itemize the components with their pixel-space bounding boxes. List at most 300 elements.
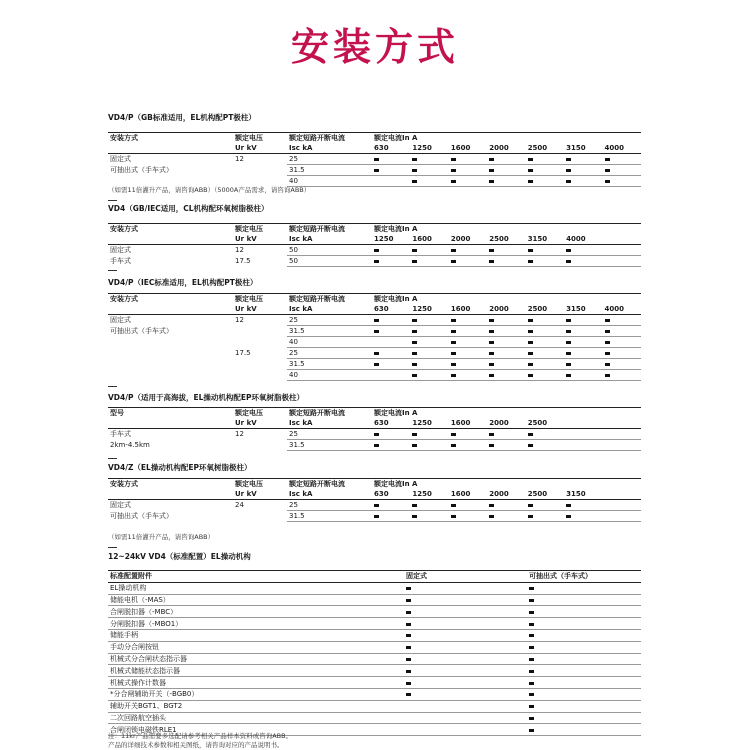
current-col: 2500 — [526, 304, 564, 315]
cell-isc: 31.5 — [287, 326, 372, 337]
availability-dot — [374, 319, 379, 322]
cell-availability — [487, 245, 525, 256]
accessory-row — [108, 677, 641, 689]
cell-isc: 25 — [287, 348, 372, 359]
current-col: 4000 — [564, 234, 602, 245]
cell-isc: 31.5 — [287, 440, 372, 451]
availability-dot — [412, 330, 417, 333]
cell-isc: 50 — [287, 256, 372, 267]
cell-install: 固定式 — [110, 245, 131, 254]
availability-dot — [489, 444, 494, 447]
availability-dot — [489, 260, 494, 263]
cell-availability — [526, 348, 564, 359]
cell-availability — [372, 500, 410, 511]
cell-voltage — [233, 359, 287, 370]
availability-dot — [529, 634, 534, 637]
cell-isc: 25 — [287, 154, 372, 165]
cell-availability — [372, 511, 410, 522]
availability-dot — [412, 433, 417, 436]
cell-availability — [410, 500, 448, 511]
availability-dot — [605, 363, 610, 366]
cell-availability — [449, 500, 487, 511]
cell-withdraw — [527, 606, 641, 618]
cell-install: 2km-4.5km — [110, 440, 150, 449]
cell-availability — [449, 245, 487, 256]
current-col: 2500 — [526, 143, 564, 154]
table-row — [108, 154, 641, 165]
cell-fixed — [404, 641, 527, 653]
header-isc: 额定短路开断电流 — [287, 224, 372, 235]
cell-withdraw — [527, 677, 641, 689]
current-col: 1250 — [410, 143, 448, 154]
accessory-row — [108, 629, 641, 641]
availability-dot — [528, 319, 533, 322]
cell-availability — [487, 176, 525, 187]
accessory-row — [108, 582, 641, 594]
availability-dot — [528, 352, 533, 355]
header-voltage: 额定电压 — [233, 294, 287, 305]
cell-fixed — [404, 582, 527, 594]
accessory-row — [108, 712, 641, 724]
table-row — [108, 337, 641, 348]
availability-dot — [489, 374, 494, 377]
rating-table-vd4z — [108, 478, 641, 522]
availability-dot — [412, 515, 417, 518]
footnote: 产品的详细技术参数和相关图纸，请咨询对应的产品说明书。 — [108, 741, 284, 749]
header-isc: 额定短路开断电流 — [287, 133, 372, 144]
cell-install: 固定式 — [110, 154, 131, 163]
cell-availability — [410, 429, 448, 440]
header-voltage-unit: Ur kV — [233, 234, 287, 245]
cell-availability — [449, 315, 487, 326]
cell-availability — [564, 337, 602, 348]
cell-availability — [603, 429, 641, 440]
availability-dot — [412, 504, 417, 507]
current-col: 1250 — [410, 489, 448, 500]
cell-availability — [487, 315, 525, 326]
cell-withdraw — [527, 688, 641, 700]
availability-dot — [406, 670, 411, 673]
availability-dot — [605, 158, 610, 161]
availability-dot — [374, 433, 379, 436]
accessory-name: 合闸闭锁电磁铁RLE1 — [108, 724, 404, 736]
cell-availability — [372, 440, 410, 451]
cell-availability — [449, 176, 487, 187]
accessory-name: 机械式分合闸状态指示器 — [108, 653, 404, 665]
header-isc-unit: Isc kA — [287, 143, 372, 154]
cell-withdraw — [527, 582, 641, 594]
cell-availability — [564, 359, 602, 370]
availability-dot — [566, 319, 571, 322]
cell-availability — [449, 337, 487, 348]
cell-availability — [449, 429, 487, 440]
header-isc: 额定短路开断电流 — [287, 408, 372, 419]
current-col: 2000 — [487, 489, 525, 500]
availability-dot — [451, 374, 456, 377]
cell-availability — [526, 315, 564, 326]
current-col: 2000 — [449, 234, 487, 245]
cell-availability — [410, 440, 448, 451]
availability-dot — [374, 249, 379, 252]
availability-dot — [374, 330, 379, 333]
header-voltage-unit: Ur kV — [233, 489, 287, 500]
cell-availability — [603, 154, 641, 165]
cell-availability — [449, 256, 487, 267]
cell-availability — [526, 440, 564, 451]
cell-withdraw — [527, 629, 641, 641]
availability-dot — [529, 693, 534, 696]
availability-dot — [529, 658, 534, 661]
cell-availability — [487, 326, 525, 337]
availability-dot — [451, 363, 456, 366]
cell-availability — [410, 165, 448, 176]
availability-dot — [374, 352, 379, 355]
cell-isc: 31.5 — [287, 165, 372, 176]
cell-withdraw — [527, 700, 641, 712]
table-row — [108, 348, 641, 359]
cell-availability — [603, 370, 641, 381]
availability-dot — [529, 670, 534, 673]
header-install: 安装方式 — [108, 479, 233, 490]
cell-withdraw — [527, 641, 641, 653]
cell-availability — [603, 315, 641, 326]
availability-dot — [451, 433, 456, 436]
availability-dot — [528, 374, 533, 377]
availability-dot — [605, 374, 610, 377]
availability-dot — [412, 249, 417, 252]
cell-install: 固定式 — [110, 500, 131, 509]
current-col: 4000 — [603, 143, 641, 154]
availability-dot — [374, 260, 379, 263]
cell-availability — [564, 154, 602, 165]
header-install: 安装方式 — [108, 224, 233, 235]
cell-voltage: 17.5 — [235, 256, 251, 265]
table-row — [108, 165, 641, 176]
availability-dot — [489, 363, 494, 366]
accessory-row — [108, 618, 641, 630]
cell-availability — [564, 440, 602, 451]
availability-dot — [489, 504, 494, 507]
cell-availability — [526, 500, 564, 511]
cell-availability — [449, 165, 487, 176]
cell-availability — [603, 176, 641, 187]
accessory-row — [108, 653, 641, 665]
table-row — [108, 440, 641, 451]
cell-availability — [487, 348, 525, 359]
cell-voltage: 17.5 — [235, 348, 251, 357]
cell-availability — [603, 359, 641, 370]
accessory-name: 分闸脱扣器（-MBO1） — [108, 618, 404, 630]
availability-dot — [528, 363, 533, 366]
cell-availability — [603, 326, 641, 337]
cell-isc: 31.5 — [287, 511, 372, 522]
cell-voltage: 24 — [235, 500, 244, 509]
availability-dot — [406, 587, 411, 590]
accessory-name: 机械式操作计数器 — [108, 677, 404, 689]
table-row — [108, 511, 641, 522]
cell-voltage — [233, 337, 287, 348]
cell-fixed — [404, 594, 527, 606]
cell-fixed — [404, 618, 527, 630]
header-install: 安装方式 — [108, 294, 233, 305]
availability-dot — [528, 515, 533, 518]
accessories-table — [108, 570, 641, 736]
availability-dot — [451, 180, 456, 183]
current-col: 2000 — [487, 304, 525, 315]
header-voltage: 额定电压 — [233, 224, 287, 235]
cell-availability — [410, 245, 448, 256]
cell-fixed — [404, 606, 527, 618]
rating-table-vd4p-gb — [108, 132, 641, 187]
cell-availability — [449, 511, 487, 522]
current-col: 630 — [372, 418, 410, 429]
cell-availability — [564, 326, 602, 337]
availability-dot — [528, 444, 533, 447]
cell-availability — [372, 165, 410, 176]
availability-dot — [412, 341, 417, 344]
table-row — [108, 370, 641, 381]
availability-dot — [489, 433, 494, 436]
cell-fixed — [404, 677, 527, 689]
cell-voltage: 12 — [235, 429, 244, 438]
table-row — [108, 326, 641, 337]
availability-dot — [374, 169, 379, 172]
availability-dot — [605, 169, 610, 172]
cell-isc: 40 — [287, 370, 372, 381]
current-col: 1600 — [410, 234, 448, 245]
cell-availability — [564, 511, 602, 522]
cell-availability — [526, 326, 564, 337]
current-col: 3150 — [564, 143, 602, 154]
accessory-name: EL操动机构 — [108, 582, 404, 594]
current-col: 1250 — [410, 304, 448, 315]
cell-availability — [449, 440, 487, 451]
current-col: 4000 — [603, 304, 641, 315]
cell-availability — [603, 348, 641, 359]
accessory-row — [108, 594, 641, 606]
cell-availability — [487, 440, 525, 451]
accessory-row — [108, 665, 641, 677]
accessory-name: 机械式储能状态指示器 — [108, 665, 404, 677]
availability-dot — [412, 374, 417, 377]
cell-availability — [410, 154, 448, 165]
divider — [108, 386, 117, 387]
cell-availability — [410, 359, 448, 370]
availability-dot — [489, 319, 494, 322]
cell-voltage: 12 — [235, 315, 244, 324]
availability-dot — [529, 705, 534, 708]
header-isc-unit: Isc kA — [287, 304, 372, 315]
cell-availability — [487, 359, 525, 370]
current-col: 1250 — [410, 418, 448, 429]
cell-fixed — [404, 629, 527, 641]
availability-dot — [528, 158, 533, 161]
table-row — [108, 256, 641, 267]
cell-availability — [603, 440, 641, 451]
current-col: 3150 — [564, 489, 602, 500]
availability-dot — [412, 352, 417, 355]
divider — [108, 270, 117, 271]
cell-install: 可抽出式（手车式） — [110, 511, 173, 520]
cell-availability — [372, 337, 410, 348]
availability-dot — [528, 169, 533, 172]
page-title: 安装方式 — [290, 25, 459, 69]
current-col: 2000 — [487, 143, 525, 154]
availability-dot — [406, 693, 411, 696]
cell-availability — [526, 511, 564, 522]
header-item: 标准配置附件 — [108, 571, 404, 583]
accessory-row — [108, 606, 641, 618]
availability-dot — [528, 249, 533, 252]
cell-availability — [372, 359, 410, 370]
availability-dot — [529, 646, 534, 649]
section-title-vd4-cl: VD4（GB/IEC适用，CL机构配环氧树脂极柱） — [108, 204, 269, 213]
cell-availability — [487, 511, 525, 522]
header-isc: 额定短路开断电流 — [287, 479, 372, 490]
header-voltage: 额定电压 — [233, 479, 287, 490]
accessory-row — [108, 688, 641, 700]
availability-dot — [489, 341, 494, 344]
cell-availability — [410, 176, 448, 187]
cell-availability — [449, 359, 487, 370]
cell-availability — [564, 370, 602, 381]
rating-table-vd4p-iec — [108, 293, 641, 381]
table-row — [108, 359, 641, 370]
cell-availability — [603, 500, 641, 511]
cell-fixed — [404, 665, 527, 677]
availability-dot — [529, 623, 534, 626]
section-title-vd4p-altitude: VD4/P（适用于高海拔，EL操动机构配EP环氧树脂极柱） — [108, 393, 305, 402]
footnote: 注：11kr产品需要多选配请参考相关产品样本资料或咨询ABB。 — [108, 732, 293, 740]
availability-dot — [529, 599, 534, 602]
cell-availability — [449, 326, 487, 337]
current-col: 3150 — [564, 304, 602, 315]
divider — [108, 458, 117, 459]
cell-availability — [410, 315, 448, 326]
cell-availability — [410, 370, 448, 381]
table-note: （如需11倍灌升产品，请咨询ABB）（5000A产品需求，请咨询ABB） — [108, 186, 311, 194]
availability-dot — [566, 363, 571, 366]
cell-availability — [410, 348, 448, 359]
availability-dot — [566, 169, 571, 172]
cell-isc: 50 — [287, 245, 372, 256]
cell-availability — [410, 256, 448, 267]
availability-dot — [451, 158, 456, 161]
header-isc-unit: Isc kA — [287, 418, 372, 429]
cell-isc: 40 — [287, 176, 372, 187]
accessory-name: *分合闸辅助开关（-BGB0） — [108, 688, 404, 700]
availability-dot — [489, 515, 494, 518]
current-col: 2500 — [526, 418, 564, 429]
cell-availability — [564, 429, 602, 440]
header-current: 额定电流In A — [372, 408, 641, 419]
availability-dot — [374, 504, 379, 507]
availability-dot — [406, 646, 411, 649]
cell-voltage: 12 — [235, 154, 244, 163]
availability-dot — [451, 352, 456, 355]
availability-dot — [489, 180, 494, 183]
cell-withdraw — [527, 665, 641, 677]
cell-availability — [487, 154, 525, 165]
availability-dot — [566, 341, 571, 344]
cell-availability — [603, 165, 641, 176]
availability-dot — [451, 515, 456, 518]
accessory-name: 辅助开关BGT1、BGT2 — [108, 700, 404, 712]
header-current: 额定电流In A — [372, 294, 641, 305]
section-title-vd4p-iec: VD4/P（IEC标准适用，EL机构配PT极柱） — [108, 278, 258, 287]
availability-dot — [412, 363, 417, 366]
cell-availability — [564, 165, 602, 176]
divider — [108, 200, 117, 201]
availability-dot — [566, 260, 571, 263]
cell-voltage: 12 — [235, 245, 244, 254]
current-col: 2000 — [487, 418, 525, 429]
availability-dot — [605, 330, 610, 333]
availability-dot — [529, 611, 534, 614]
current-col: 1600 — [449, 418, 487, 429]
availability-dot — [489, 249, 494, 252]
current-col: 630 — [372, 489, 410, 500]
cell-voltage — [233, 165, 287, 176]
cell-availability — [564, 315, 602, 326]
header-voltage-unit: Ur kV — [233, 418, 287, 429]
availability-dot — [566, 352, 571, 355]
cell-availability — [372, 256, 410, 267]
cell-availability — [449, 348, 487, 359]
cell-voltage — [233, 440, 287, 451]
cell-availability — [564, 176, 602, 187]
availability-dot — [605, 341, 610, 344]
cell-isc: 25 — [287, 429, 372, 440]
cell-withdraw — [527, 653, 641, 665]
cell-availability — [564, 500, 602, 511]
header-voltage: 额定电压 — [233, 408, 287, 419]
cell-availability — [410, 511, 448, 522]
accessory-name: 手动分合闸按钮 — [108, 641, 404, 653]
cell-availability — [564, 256, 602, 267]
cell-availability — [526, 176, 564, 187]
cell-fixed — [404, 724, 527, 736]
availability-dot — [451, 444, 456, 447]
availability-dot — [374, 158, 379, 161]
availability-dot — [412, 444, 417, 447]
availability-dot — [566, 330, 571, 333]
cell-availability — [603, 337, 641, 348]
section-title-vd4p-gb: VD4/P（GB标准适用，EL机构配PT极柱） — [108, 113, 256, 122]
cell-install: 手车式 — [110, 429, 131, 438]
cell-withdraw — [527, 594, 641, 606]
cell-availability — [372, 326, 410, 337]
cell-availability — [372, 348, 410, 359]
availability-dot — [406, 623, 411, 626]
availability-dot — [374, 515, 379, 518]
cell-availability — [372, 245, 410, 256]
availability-dot — [566, 504, 571, 507]
cell-availability — [487, 370, 525, 381]
cell-availability — [526, 165, 564, 176]
availability-dot — [489, 169, 494, 172]
cell-fixed — [404, 688, 527, 700]
table-row — [108, 245, 641, 256]
current-col: 630 — [372, 143, 410, 154]
cell-fixed — [404, 700, 527, 712]
cell-availability — [603, 511, 641, 522]
cell-availability — [372, 315, 410, 326]
header-current: 额定电流In A — [372, 133, 641, 144]
header-install: 安装方式 — [108, 133, 233, 144]
availability-dot — [451, 260, 456, 263]
divider — [108, 547, 117, 548]
